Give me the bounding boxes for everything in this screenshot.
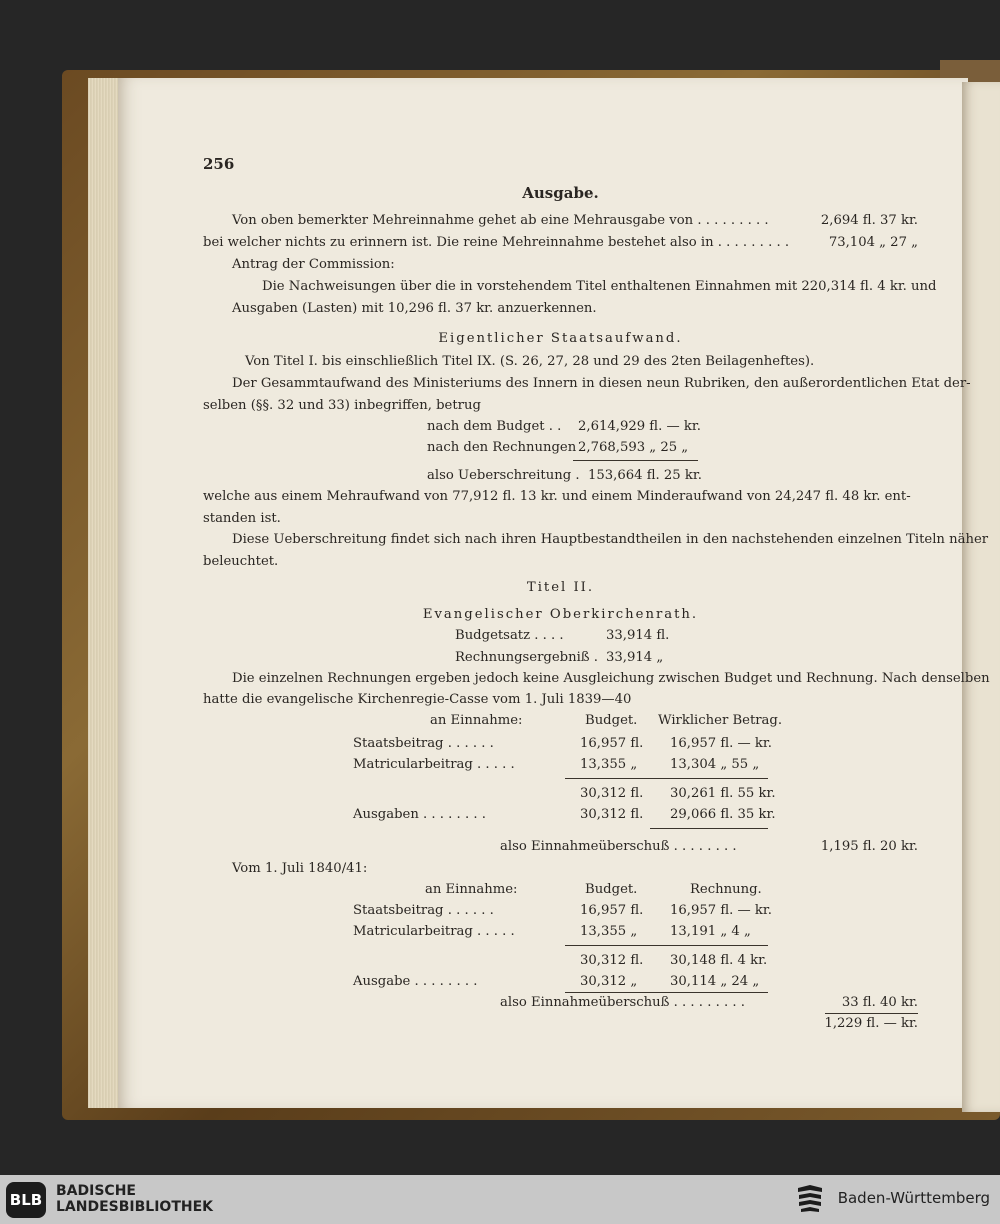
table1-budget-cell: 13,355 „	[580, 757, 638, 772]
text-line: Von oben bemerkter Mehreinnahme gehet ab eine Mehrausgabe von . . . . . . . . .	[232, 213, 769, 228]
budget-label: Budgetsatz . . . .	[455, 628, 564, 643]
text-line: beleuchtet.	[203, 554, 279, 569]
table1-row-label: Staatsbeitrag . . . . . .	[353, 736, 494, 751]
table1-surplus-label: also Einnahmeüberschuß . . . . . . . .	[500, 839, 737, 854]
text-line: bei welcher nichts zu erinnern ist. Die reine Mehreinnahme bestehet also in . . . . . . . . .	[203, 235, 790, 250]
text-line: Antrag der Commission:	[232, 257, 395, 272]
text-line: welche aus einem Mehraufwand von 77,912 fl. 13 kr. und einem Minderaufwand von 24,247 fl. 48 kr. ent-	[203, 489, 911, 504]
budget-label: Rechnungsergebniß .	[455, 650, 599, 665]
table1-header-label: an Einnahme:	[430, 713, 523, 728]
table2-actual-cell: 13,191 „ 4 „	[670, 924, 751, 939]
table1-budget-cell: 16,957 fl.	[580, 736, 644, 751]
table1-sum-budget: 30,312 fl.	[580, 786, 644, 801]
page-number: 256	[203, 155, 235, 173]
title-subheading: Evangelischer Oberkirchenrath.	[422, 607, 699, 622]
subsection-heading: Eigentlicher Staatsaufwand.	[438, 331, 683, 346]
table1-actual-cell: 29,066 fl. 35 kr.	[670, 807, 776, 822]
grand-total: 1,229 fl. — kr.	[824, 1016, 918, 1031]
library-name-line2: LANDESBIBLIOTHEK	[56, 1199, 214, 1215]
sum-rule	[573, 460, 698, 461]
table1-sum-actual: 30,261 fl. 55 kr.	[670, 786, 776, 801]
table1-header-budget: Budget.	[585, 713, 638, 728]
table1-header-actual: Wirklicher Betrag.	[658, 713, 783, 728]
table2-row-label: Staatsbeitrag . . . . . .	[353, 903, 494, 918]
table1-budget-cell: 30,312 fl.	[580, 807, 644, 822]
amount: 2,694 fl. 37 kr.	[820, 213, 918, 228]
library-name-line1: BADISCHE	[56, 1183, 136, 1199]
budget-label: nach den Rechnungen	[427, 440, 577, 455]
table2-intro: Vom 1. Juli 1840/41:	[232, 861, 368, 876]
budget-value: 33,914 fl.	[606, 628, 670, 643]
library-name[interactable]	[56, 1183, 213, 1215]
text-line: Der Gesammtaufwand des Ministeriums des Innern in diesen neun Rubriken, den außerordentlichen Etat der-	[232, 376, 971, 391]
text-line: standen ist.	[203, 511, 281, 526]
coat-of-arms-icon	[796, 1184, 824, 1214]
table1-actual-cell: 16,957 fl. — kr.	[670, 736, 772, 751]
text-line: Diese Ueberschreitung findet sich nach ihren Hauptbestandtheilen in den nachstehenden einzelnen Titeln näher	[232, 532, 989, 547]
title-heading: Titel II.	[526, 580, 595, 595]
text-line: hatte die evangelische Kirchenregie-Casse vom 1. Juli 1839—40	[203, 692, 632, 707]
text-line: Von Titel I. bis einschließlich Titel IX. (S. 26, 27, 28 und 29 des 2ten Beilagenheftes).	[245, 354, 815, 369]
table2-row-label: Matricularbeitrag . . . . .	[353, 924, 515, 939]
table2-header-label: an Einnahme:	[425, 882, 518, 897]
table1-row-label: Ausgaben . . . . . . . .	[353, 807, 486, 822]
table1-surplus-value: 1,195 fl. 20 kr.	[820, 839, 918, 854]
table2-header-budget: Budget.	[585, 882, 638, 897]
sum-rule	[565, 945, 768, 946]
state-name[interactable]: Baden-Württemberg	[837, 1189, 990, 1207]
section-heading: Ausgabe.	[522, 184, 599, 202]
amount: 73,104 „ 27 „	[828, 235, 918, 250]
text-line: Ausgaben (Lasten) mit 10,296 fl. 37 kr. anzuerkennen.	[232, 301, 597, 316]
table2-surplus-label: also Einnahmeüberschuß . . . . . . . . .	[500, 995, 745, 1010]
sum-rule	[565, 778, 768, 779]
budget-value: 33,914 „	[606, 650, 664, 665]
table2-header-actual: Rechnung.	[690, 882, 762, 897]
sum-rule	[650, 828, 768, 829]
sum-rule	[565, 992, 768, 993]
budget-value: 153,664 fl. 25 kr.	[588, 468, 702, 483]
table1-row-label: Matricularbeitrag . . . . .	[353, 757, 515, 772]
blb-logo[interactable]: BLB	[6, 1182, 46, 1218]
table2-row-label: Ausgabe . . . . . . . .	[353, 974, 478, 989]
total-rule	[825, 1013, 918, 1014]
budget-value: 2,614,929 fl. — kr.	[578, 419, 701, 434]
table2-sum-actual: 30,148 fl. 4 kr.	[670, 953, 768, 968]
text-line: Die Nachweisungen über die in vorstehendem Titel enthaltenen Einnahmen mit 220,314 fl. 4 kr. und	[262, 279, 937, 294]
table2-surplus-value: 33 fl. 40 kr.	[841, 995, 918, 1010]
budget-value: 2,768,593 „ 25 „	[578, 440, 689, 455]
text-line: selben (§§. 32 und 33) inbegriffen, betrug	[203, 398, 481, 413]
table2-budget-cell: 30,312 „	[580, 974, 638, 989]
table2-budget-cell: 13,355 „	[580, 924, 638, 939]
table2-budget-cell: 16,957 fl.	[580, 903, 644, 918]
table2-sum-budget: 30,312 fl.	[580, 953, 644, 968]
text-line: Die einzelnen Rechnungen ergeben jedoch keine Ausgleichung zwischen Budget und Rechnung. Nach denselben	[232, 671, 990, 686]
table2-actual-cell: 30,114 „ 24 „	[670, 974, 760, 989]
budget-label: also Ueberschreitung .	[427, 468, 580, 483]
viewer-footer	[0, 1175, 1000, 1224]
table1-actual-cell: 13,304 „ 55 „	[670, 757, 760, 772]
table2-actual-cell: 16,957 fl. — kr.	[670, 903, 772, 918]
budget-label: nach dem Budget . .	[427, 419, 562, 434]
